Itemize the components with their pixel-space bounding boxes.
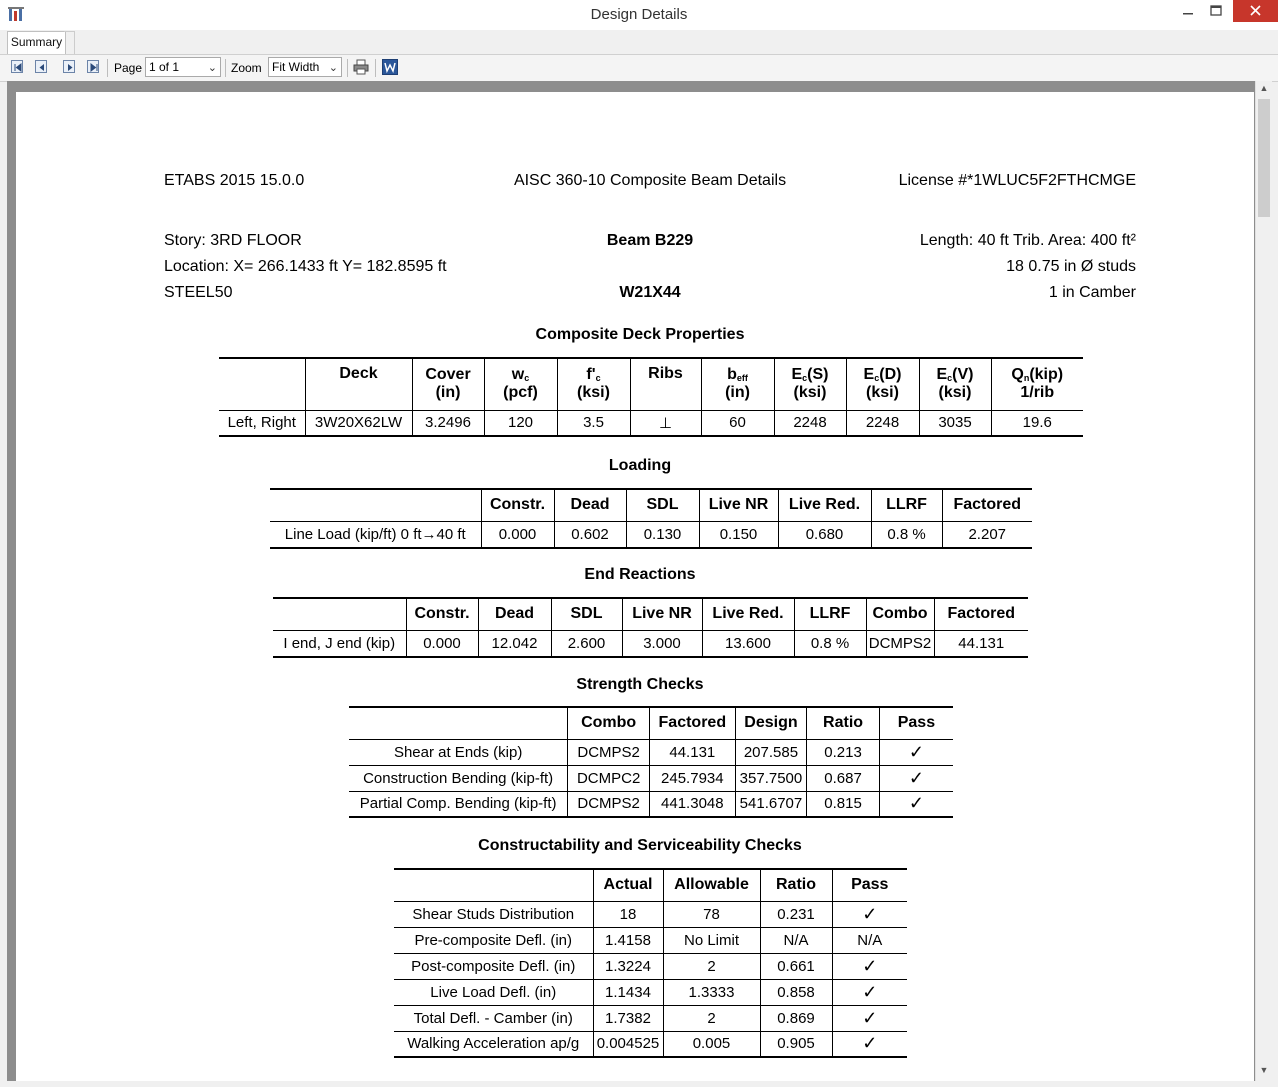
scroll-down-icon[interactable]: ▼ [1259,1065,1269,1075]
check-icon: ✓ [879,765,953,791]
header-text: f' [586,366,596,384]
table-cell: Partial Comp. Bending (kip-ft) [349,791,568,817]
table-cell: 19.6 [991,410,1083,436]
table-cell: 2.600 [551,630,622,657]
last-page-icon[interactable] [87,60,99,73]
loading-table [270,488,1032,549]
table-cell: 1.1434 [593,979,663,1005]
table-header-cell: SDL [551,598,622,630]
header-subscript: eff [736,373,748,384]
length-area: Length: 40 ft Trib. Area: 400 ft² [919,232,1136,249]
reactions-section-title: End Reactions [584,566,696,583]
table-cell: 3.2496 [412,410,484,436]
table-header-cell [846,358,919,410]
table-cell: 245.7934 [649,765,735,791]
table-cell: 0.687 [807,765,880,791]
table-cell: 0.000 [406,630,478,657]
table-header-cell: Factored [942,489,1032,521]
table-cell: Walking Acceleration ap/g [394,1031,593,1057]
table-row [349,739,953,765]
table-header-cell [484,358,557,410]
header-subscript: c [874,373,880,384]
header-text: (D) [879,366,902,384]
table-header-cell: Live NR [622,598,702,630]
header-text: w [511,366,525,384]
table-header-cell: Factored [934,598,1028,630]
table-cell: 0.858 [760,979,832,1005]
window-bottom-edge [0,1081,1278,1087]
previous-page-icon[interactable] [35,60,47,73]
check-icon: ✓ [879,791,953,817]
scroll-up-icon[interactable]: ▲ [1259,83,1269,93]
table-row [349,765,953,791]
table-header-cell [349,707,568,739]
report-viewport[interactable] [7,81,1255,1081]
table-cell: 0.8 % [871,521,942,548]
check-icon: ✓ [832,901,907,927]
header-subscript: c [595,373,601,384]
header-text: E [791,366,803,384]
table-cell: Left, Right [219,410,305,436]
beam-label: Beam B229 [606,232,694,249]
header-text: E [863,366,875,384]
table-cell: 13.600 [702,630,794,657]
table-header-row [219,358,1083,410]
table-header-cell: Pass [832,869,907,901]
table-cell: Shear at Ends (kip) [349,739,568,765]
table-cell: Post-composite Defl. (in) [394,953,593,979]
strength-checks-table [349,706,953,818]
table-cell: N/A [832,927,907,953]
table-header-cell: SDL [626,489,699,521]
table-cell: 441.3048 [649,791,735,817]
table-cell: 0.680 [778,521,871,548]
chevron-down-icon: ⌄ [207,62,217,74]
header-text: (kip) [1029,366,1064,384]
table-cell: 3W20X62LW [305,410,412,436]
header-text [485,366,557,384]
print-icon[interactable] [353,59,369,75]
table-header-cell: Dead [478,598,551,630]
table-row [394,927,907,953]
table-cell: ⊥ [630,410,701,436]
header-text [775,366,846,384]
table-cell: 357.7500 [735,765,807,791]
toolbar-separator [375,59,376,77]
section-label: W21X44 [619,284,681,301]
table-header-row [349,707,953,739]
table-cell: 78 [663,901,760,927]
tab-summary[interactable]: Summary [7,31,66,54]
table-cell: 2248 [846,410,919,436]
table-cell: Construction Bending (kip-ft) [349,765,568,791]
header-subscript: c [947,373,953,384]
header-text [702,366,774,384]
table-row [394,979,907,1005]
license-number: License #*1WLUC5F2FTHCMGE [898,172,1136,189]
header-text: (ksi) [577,384,610,402]
header-text: (S) [807,366,829,384]
header-text: (pcf) [503,384,538,402]
table-cell: 1.3333 [663,979,760,1005]
story-label: Story: 3RD FLOOR [164,232,302,249]
table-cell: Pre-composite Defl. (in) [394,927,593,953]
table-header-cell [774,358,846,410]
table-header-cell: Factored [649,707,735,739]
table-cell: DCMPS2 [568,791,650,817]
table-header-cell: LLRF [871,489,942,521]
table-row [270,521,1032,548]
toolbar-separator [107,59,108,77]
table-cell: 2 [663,953,760,979]
header-text: (in) [435,384,461,402]
table-header-cell: Live NR [699,489,778,521]
studs-label: 18 0.75 in Ø studs [1006,258,1136,275]
table-cell: N/A [760,927,832,953]
export-word-icon[interactable] [382,59,398,75]
table-cell: No Limit [663,927,760,953]
deck-properties-table [219,357,1083,437]
deck-section-title: Composite Deck Properties [535,326,745,343]
table-header-cell [219,358,305,410]
header-text: (V) [952,366,974,384]
table-cell: 0.000 [481,521,554,548]
next-page-icon[interactable] [63,60,75,73]
table-header-cell: Dead [554,489,626,521]
report-toolbar [0,54,1278,82]
table-header-cell [270,489,481,521]
maximize-button[interactable] [1202,2,1230,24]
zoom-select-value: Fit Width [272,60,320,74]
table-header-cell: Actual [593,869,663,901]
title-bar [0,0,1278,31]
header-text: (ksi) [866,384,899,402]
material-label: STEEL50 [164,284,233,301]
check-icon: ✓ [832,1031,907,1057]
page-label: Page [114,61,143,75]
table-header-cell: Live Red. [778,489,871,521]
table-cell: DCMPS2 [568,739,650,765]
table-cell: Shear Studs Distribution [394,901,593,927]
table-cell: 3.5 [557,410,630,436]
table-cell: 0.8 % [794,630,866,657]
tab-strip-edge [64,31,75,54]
table-header-cell: Ratio [760,869,832,901]
table-cell: 0.005 [663,1031,760,1057]
table-header-cell: Combo [568,707,650,739]
toolbar-separator [347,59,348,77]
header-text: 1/rib [1020,384,1055,402]
scrollbar-thumb[interactable] [1258,99,1270,217]
table-cell: 3035 [919,410,991,436]
table-cell: DCMPS2 [866,630,934,657]
table-cell: 2248 [774,410,846,436]
table-cell: 0.004525 [593,1031,663,1057]
close-button[interactable] [1233,0,1278,22]
window-title: Design Details [590,6,688,23]
header-text [920,366,991,384]
table-header-cell [412,358,484,410]
table-header-row [394,869,907,901]
table-cell: 0.150 [699,521,778,548]
table-row [394,1005,907,1031]
table-cell: 12.042 [478,630,551,657]
table-cell: 0.130 [626,521,699,548]
tab-bar [0,30,1278,54]
table-row [273,630,1028,657]
table-cell: 44.131 [934,630,1028,657]
first-page-icon[interactable] [11,60,23,73]
table-header-cell [394,869,593,901]
table-header-cell: Deck [305,358,412,410]
table-cell: Live Load Defl. (in) [394,979,593,1005]
table-header-row [273,598,1028,630]
table-header-cell: Combo [866,598,934,630]
header-subscript: n [1023,373,1030,384]
table-header-cell [557,358,630,410]
vertical-scrollbar[interactable] [1255,81,1272,1081]
table-header-cell: Ratio [807,707,880,739]
header-text: (ksi) [793,384,827,402]
minimize-button[interactable] [1174,2,1202,24]
table-cell: 541.6707 [735,791,807,817]
table-cell: 2.207 [942,521,1032,548]
table-cell: 207.585 [735,739,807,765]
table-header-cell [701,358,774,410]
table-cell: 0.231 [760,901,832,927]
header-text: Cover [425,366,471,384]
serviceability-checks-table [394,868,907,1058]
table-cell: 18 [593,901,663,927]
table-header-cell: Constr. [481,489,554,521]
table-cell: Line Load (kip/ft) 0 ft→40 ft [270,521,481,548]
report-title: AISC 360-10 Composite Beam Details [513,172,787,189]
check-icon: ✓ [832,1005,907,1031]
table-header-cell: Constr. [406,598,478,630]
table-header-cell: Pass [879,707,953,739]
table-row [219,410,1083,436]
chevron-down-icon: ⌄ [328,62,338,74]
table-cell: 3.000 [622,630,702,657]
table-cell: I end, J end (kip) [273,630,406,657]
loading-section-title: Loading [608,457,672,474]
table-header-cell: Live Red. [702,598,794,630]
header-text: (ksi) [938,384,972,402]
zoom-select[interactable] [268,57,342,77]
table-cell: 0.869 [760,1005,832,1031]
header-subscript: c [802,373,808,384]
strength-section-title: Strength Checks [576,676,704,693]
table-cell: 44.131 [649,739,735,765]
table-cell: 1.3224 [593,953,663,979]
table-cell: 0.213 [807,739,880,765]
page-select[interactable] [145,57,221,77]
table-cell: DCMPC2 [568,765,650,791]
table-cell: 0.815 [807,791,880,817]
check-icon: ✓ [879,739,953,765]
zoom-label: Zoom [231,61,262,75]
end-reactions-table [273,597,1028,658]
header-text [558,366,630,384]
report-page [16,92,1254,1081]
table-header-cell: LLRF [794,598,866,630]
location-label: Location: X= 266.1433 ft Y= 182.8595 ft [164,258,447,275]
header-subscript: c [524,373,530,384]
table-cell: 0.661 [760,953,832,979]
table-row [394,953,907,979]
table-cell: 1.7382 [593,1005,663,1031]
table-cell: 0.602 [554,521,626,548]
table-header-cell [273,598,406,630]
table-header-row [270,489,1032,521]
header-text: E [936,366,948,384]
header-text [847,366,919,384]
page-select-value: 1 of 1 [149,60,180,74]
table-header-cell [919,358,991,410]
table-header-cell [991,358,1083,410]
header-text: (in) [725,384,750,402]
table-row [394,901,907,927]
table-header-cell: Ribs [630,358,701,410]
table-cell: 60 [701,410,774,436]
service-section-title: Constructability and Serviceability Checks [478,837,802,854]
header-text [992,366,1084,384]
table-header-cell: Allowable [663,869,760,901]
table-cell: 0.905 [760,1031,832,1057]
table-cell: Total Defl. - Camber (in) [394,1005,593,1031]
table-row [394,1031,907,1057]
table-header-cell: Design [735,707,807,739]
camber-label: 1 in Camber [1048,284,1136,301]
header-text: Q [1011,366,1024,384]
check-icon: ✓ [832,979,907,1005]
header-text: b [727,366,737,384]
table-row [349,791,953,817]
toolbar-separator [225,59,226,77]
table-cell: 1.4158 [593,927,663,953]
software-version: ETABS 2015 15.0.0 [164,172,305,189]
table-cell: 2 [663,1005,760,1031]
table-cell: 120 [484,410,557,436]
check-icon: ✓ [832,953,907,979]
